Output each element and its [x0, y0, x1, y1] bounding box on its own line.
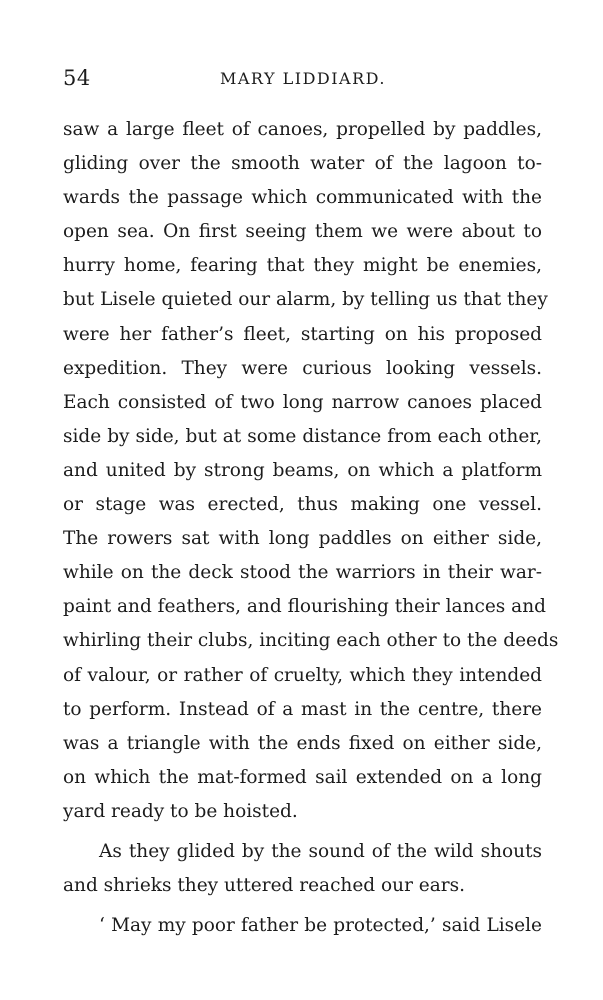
text-line: to perform. Instead of a mast in the centre, there	[63, 698, 542, 720]
text-line: and shrieks they uttered reached our ears.	[63, 875, 465, 897]
text-line: while on the deck stood the warriors in their war-	[63, 562, 542, 584]
text-line: and united by strong beams, on which a platform	[63, 459, 542, 481]
text-line: The rowers sat with long paddles on either side,	[63, 528, 542, 550]
text-line: were her father’s fleet, starting on his proposed	[63, 323, 542, 345]
text-line: side by side, but at some distance from each other,	[63, 425, 542, 447]
body-text	[63, 113, 559, 943]
paragraph-1	[63, 113, 559, 829]
text-line: As they glided by the sound of the wild shouts	[99, 840, 542, 862]
paragraph-2	[63, 835, 542, 903]
text-line: Each consisted of two long narrow canoes placed	[63, 391, 542, 413]
text-line: whirling their clubs, inciting each other to the deeds	[63, 630, 559, 652]
page-number: 54	[63, 66, 91, 90]
paragraph-3	[63, 909, 542, 943]
text-line: ‘ May my poor father be protected,’ said Lisele	[99, 915, 542, 937]
text-line: but Lisele quieted our alarm, by telling us that they	[63, 289, 548, 311]
text-line: expedition. They were curious looking vessels.	[63, 357, 542, 379]
running-title: MARY LIDDIARD.	[219, 69, 386, 88]
running-head	[63, 66, 543, 98]
text-line: or stage was erected, thus making one vessel.	[63, 494, 542, 516]
text-line: yard ready to be hoisted.	[63, 800, 298, 822]
text-line: was a triangle with the ends fixed on either side,	[63, 732, 542, 754]
text-line: open sea. On first seeing them we were about to	[63, 221, 542, 243]
text-line: of valour, or rather of cruelty, which they intended	[63, 664, 542, 686]
text-line: paint and feathers, and flourishing their lances and	[63, 596, 546, 618]
text-line: saw a large fleet of canoes, propelled by paddles,	[63, 119, 542, 140]
text-line: hurry home, fearing that they might be enemies,	[63, 255, 542, 277]
text-line: on which the mat-formed sail extended on a long	[63, 766, 542, 788]
text-line: wards the passage which communicated with the	[63, 187, 542, 209]
text-line: gliding over the smooth water of the lagoon to-	[63, 153, 542, 175]
